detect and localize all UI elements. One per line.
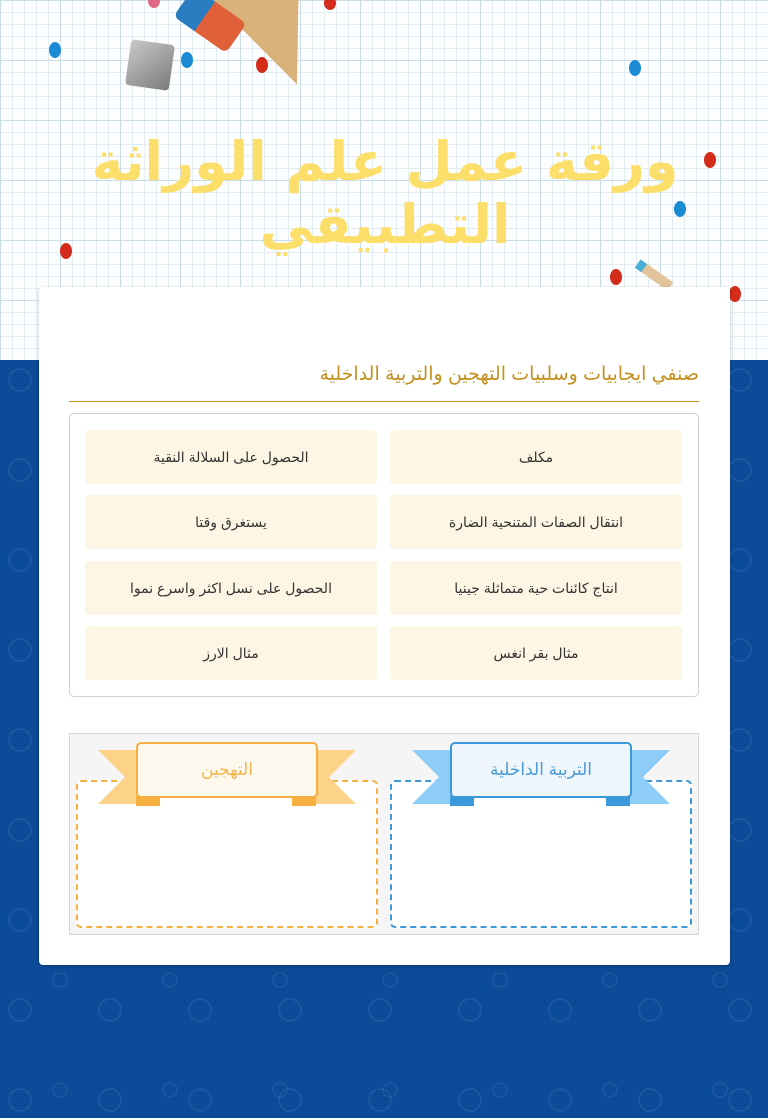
draggable-item[interactable]: الحصول على نسل اكثر واسرع نموا bbox=[85, 561, 377, 615]
decorative-dot bbox=[729, 286, 741, 302]
question-text: صنفي ايجابيات وسلبيات التهجين والتربية الداخلية bbox=[319, 364, 699, 385]
decorative-dot bbox=[629, 60, 641, 76]
decorative-dot bbox=[49, 42, 61, 58]
draggable-items-container bbox=[69, 413, 699, 697]
draggable-item[interactable]: مثال الارز bbox=[85, 626, 377, 680]
draggable-item[interactable]: مثال بقر انغس bbox=[390, 626, 682, 680]
drop-zone-label-inbreeding: التربية الداخلية bbox=[450, 742, 632, 798]
decorative-dot bbox=[610, 269, 622, 285]
drop-zones-container bbox=[69, 733, 699, 935]
divider bbox=[69, 401, 699, 402]
draggable-item[interactable]: الحصول على السلالة النقية bbox=[85, 430, 377, 484]
draggable-item[interactable]: انتقال الصفات المتنحية الضارة bbox=[390, 495, 682, 549]
drop-zone-label-hybridization: التهجين bbox=[136, 742, 318, 798]
draggable-item[interactable]: يستغرق وقتا bbox=[85, 495, 377, 549]
worksheet-card bbox=[39, 287, 730, 965]
page-title: ورقة عمل علم الوراثة التطبيقي bbox=[91, 130, 679, 256]
decorative-dot bbox=[181, 52, 193, 68]
decorative-dot bbox=[256, 57, 268, 73]
pencil-sharpener-icon bbox=[125, 39, 175, 91]
draggable-item[interactable]: مكلف bbox=[390, 430, 682, 484]
draggable-item[interactable]: انتاج كائنات حية متماثلة جينيا bbox=[390, 561, 682, 615]
